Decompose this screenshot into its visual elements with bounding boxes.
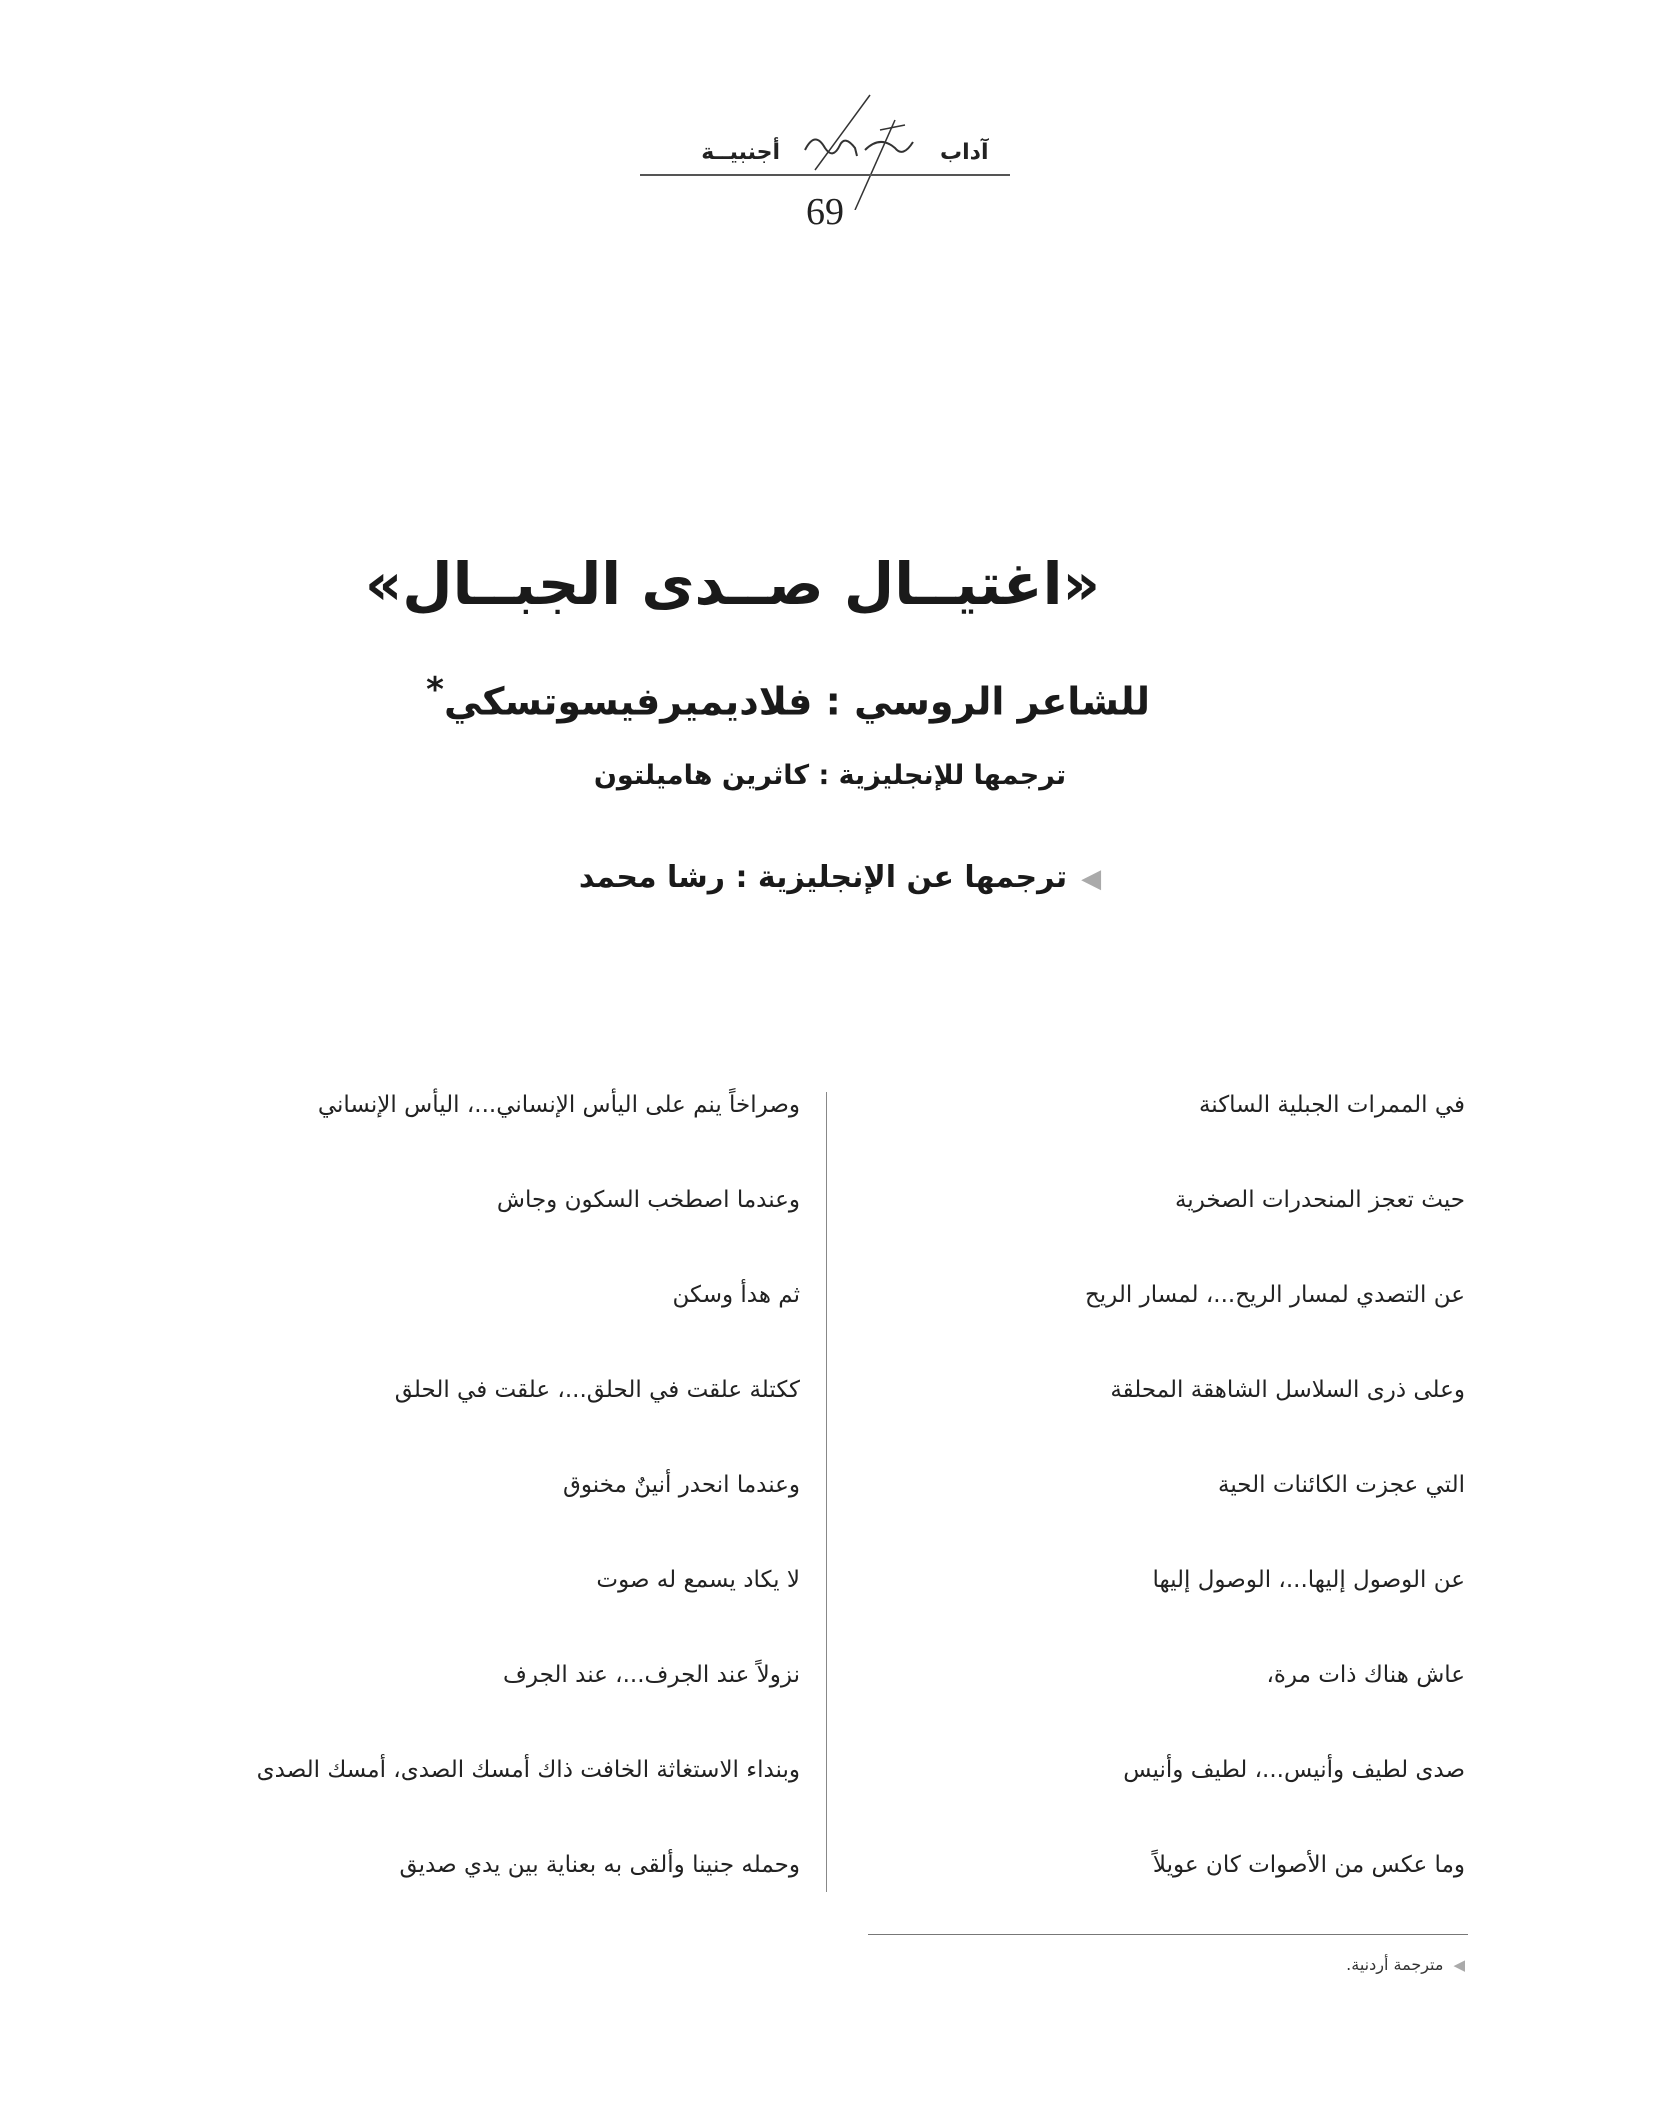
article-title: «اغتيــال صــدى الجبــال» bbox=[364, 550, 1100, 618]
page-header bbox=[640, 90, 1010, 240]
section-label-foreign: أجنبيــة bbox=[701, 140, 780, 165]
triangle-bullet-icon: ◀ bbox=[1453, 1956, 1465, 1974]
footnote bbox=[1100, 1955, 1465, 1974]
triangle-bullet-icon: ◀ bbox=[1081, 864, 1102, 894]
poem-column-right bbox=[900, 1085, 1465, 1940]
verse-line: ثم هدأ وسكن bbox=[672, 1282, 800, 1308]
verse-line: وما عكس من الأصوات كان عويلاً bbox=[1152, 1852, 1465, 1878]
section-label-adab: آداب bbox=[940, 140, 989, 165]
poet-credit-text: للشاعر الروسي : فلاديميرفيسوتسكي bbox=[443, 679, 1150, 724]
arabic-translator-text: ترجمها عن الإنجليزية : رشا محمد bbox=[578, 860, 1068, 895]
verse-line: في الممرات الجبلية الساكنة bbox=[1198, 1092, 1465, 1118]
verse-line: عاش هناك ذات مرة، bbox=[1266, 1662, 1465, 1688]
verse-line: وعلى ذرى السلاسل الشاهقة المحلقة bbox=[1110, 1377, 1465, 1403]
verse-line: نزولاً عند الجرف...، عند الجرف bbox=[503, 1662, 800, 1688]
verse-line: لا يكاد يسمع له صوت bbox=[596, 1567, 800, 1593]
column-divider bbox=[826, 1092, 827, 1892]
verse-line: حيث تعجز المنحدرات الصخرية bbox=[1174, 1187, 1465, 1213]
verse-line: عن الوصول إليها...، الوصول إليها bbox=[1152, 1567, 1465, 1593]
verse-line: وعندما انحدر أنينٌ مخنوق bbox=[563, 1472, 800, 1498]
verse-line: صدى لطيف وأنيس...، لطيف وأنيس bbox=[1123, 1757, 1465, 1783]
verse-line: ككتلة علقت في الحلق...، علقت في الحلق bbox=[394, 1377, 800, 1403]
english-translator-credit: ترجمها للإنجليزية : كاثرين هاميلتون bbox=[593, 760, 1067, 791]
footnote-rule bbox=[868, 1934, 1468, 1935]
poem-column-left bbox=[150, 1085, 800, 1940]
footnote-text: مترجمة أردنية. bbox=[1346, 1955, 1444, 1974]
header-rule bbox=[640, 174, 1010, 176]
verse-line: وحمله جنينا وألقى به بعناية بين يدي صديق bbox=[399, 1852, 800, 1878]
page-number: 69 bbox=[806, 191, 844, 233]
verse-line: عن التصدي لمسار الريح...، لمسار الريح bbox=[1084, 1282, 1465, 1308]
arabic-translator-credit bbox=[560, 860, 1120, 895]
poet-credit bbox=[426, 670, 1150, 724]
verse-line: وعندما اصطخب السكون وجاش bbox=[496, 1187, 800, 1213]
verse-line: التي عجزت الكائنات الحية bbox=[1218, 1472, 1465, 1498]
footnote-mark: * bbox=[426, 670, 444, 710]
verse-line: وبنداء الاستغاثة الخافت ذاك أمسك الصدى، أمسك الصدى bbox=[256, 1757, 800, 1783]
verse-line: وصراخاً ينم على اليأس الإنساني...، اليأس الإنساني bbox=[317, 1092, 800, 1118]
